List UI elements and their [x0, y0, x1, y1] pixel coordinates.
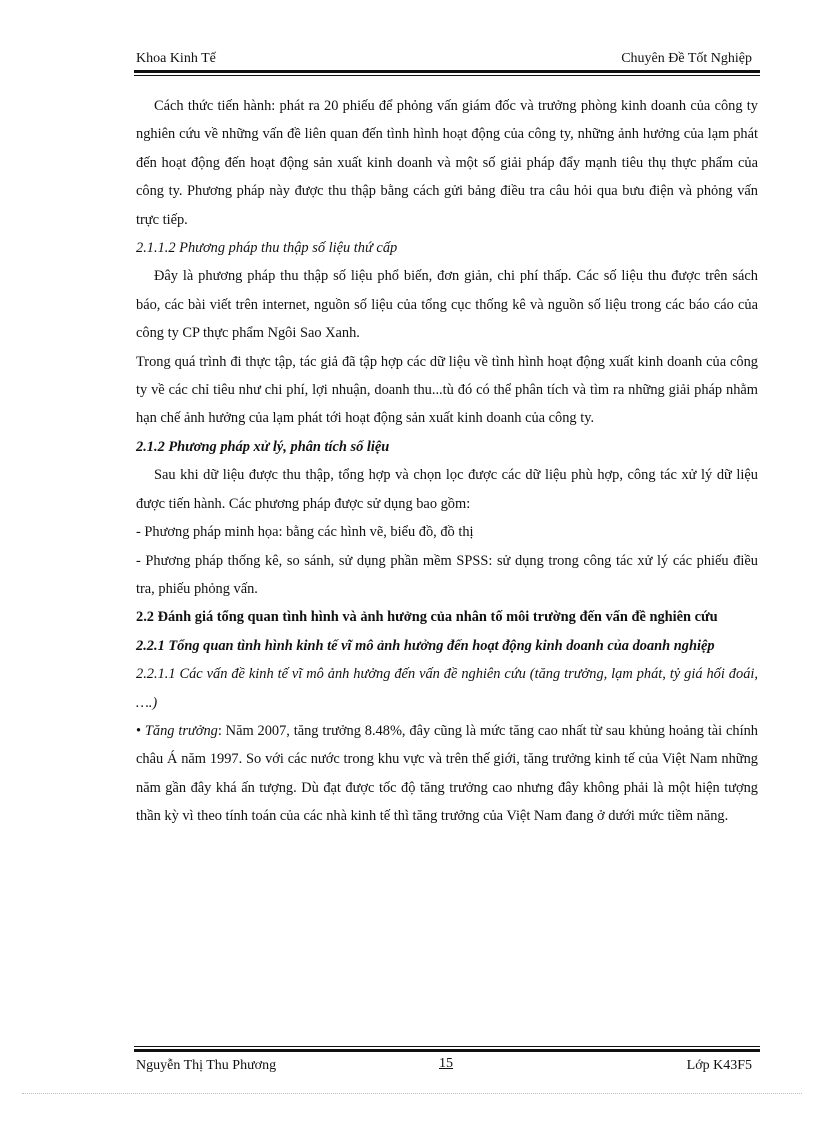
- footer-class: Lớp K43F5: [686, 1058, 752, 1073]
- paragraph-internship: Trong quá trình đi thực tập, tác giả đã tập hợp các dữ liệu về tình hình hoạt động xuất kinh doanh của công ty về các chỉ tiêu như chi phí, lợi nhuận, doanh thu...tù đó có thể phân tích và tìm ra những giải pháp nhằm hạn chế ảnh hưởng của lạm phát tới hoạt động sản xuất kinh doanh của công ty.: [136, 353, 758, 427]
- footer-rule-thin: [134, 1046, 760, 1047]
- header-rule-thick: [134, 70, 760, 73]
- header-title: Chuyên Đề Tốt Nghiệp: [621, 51, 752, 66]
- page-header: [134, 48, 758, 70]
- header-faculty: Khoa Kinh Tế: [136, 51, 216, 66]
- growth-text: : Năm 2007, tăng trưởng 8.48%, đây cũng là mức tăng cao nhất từ sau khủng hoảng tài chính châu Á năm 1997. So với các nước trong khu vực và trên thế giới, tăng trưởng kinh tế của Việt Nam những năm gần đây khá ấn tượng. Dù đạt được tốc độ tăng trưởng cao nhưng đây không phải là một hiện tượng thần kỳ vì theo tính toán của các nhà kinh tế thì tăng trưởng của Việt Nam đang ở dưới mức tiềm năng.: [136, 722, 758, 825]
- bullet: •: [136, 722, 142, 739]
- paragraph-method: Cách thức tiến hành: phát ra 20 phiếu để phỏng vấn giám đốc và trưởng phòng kinh doanh của công ty nghiên cứu về những vấn đề liên quan đến tình hình hoạt động của công ty, những ảnh hưởng của lạm phát đến hoạt động đến hoạt động sản xuất kinh doanh và một số giải pháp đẩy mạnh tiêu thụ thực phẩm của công ty. Phương pháp này được thu thập bằng cách gửi bảng điều tra câu hỏi qua bưu điện và phỏng vấn trực tiếp.: [136, 98, 758, 228]
- footer-rule-thick: [134, 1049, 760, 1052]
- heading-macro-overview: 2.2.1 Tổng quan tình hình kinh tế vĩ mô ảnh hưởng đến hoạt động kinh doanh của doanh nghiệp: [136, 637, 715, 654]
- page-number: 15: [439, 1056, 453, 1071]
- heading-processing: 2.1.2 Phương pháp xử lý, phân tích số liệu: [136, 438, 390, 455]
- paragraph-growth: [136, 717, 758, 831]
- page-body: [136, 92, 758, 831]
- heading-macro-issues: 2.2.1.1 Các vấn đề kinh tế vĩ mô ảnh hưởng đến vấn đề nghiên cứu (tăng trưởng, lạm phát, tỷ giá hối đoái, ….): [136, 666, 758, 711]
- paragraph-processing: Sau khi dữ liệu được thu thập, tổng hợp và chọn lọc được các dữ liệu phù hợp, công tác xử lý dữ liệu được tiến hành. Các phương pháp được sử dụng bao gồm:: [136, 467, 758, 512]
- footer-author: Nguyễn Thị Thu Phương: [136, 1058, 277, 1073]
- heading-secondary-data: 2.1.1.2 Phương pháp thu thập số liệu thứ cấp: [136, 240, 398, 257]
- heading-overview: 2.2 Đánh giá tổng quan tình hình và ảnh hưởng của nhân tố môi trường đến vấn đề nghiên cứu: [136, 609, 718, 626]
- paragraph-secondary-data: Đây là phương pháp thu thập số liệu phổ biến, đơn giản, chi phí thấp. Các số liệu thu được trên sách báo, các bài viết trên internet, nguồn số liệu của tổng cục thống kê và nguồn số liệu trong các báo cáo của công ty CP thực phẩm Ngôi Sao Xanh.: [136, 268, 758, 342]
- page-boundary-line: [22, 1093, 802, 1094]
- growth-term: Tăng trưởng: [144, 722, 218, 739]
- page-footer: [134, 1056, 758, 1078]
- list-item-statistics: - Phương pháp thống kê, so sánh, sử dụng phần mềm SPSS: sử dụng trong công tác xử lý các phiếu điều tra, phiếu phỏng vấn.: [136, 552, 758, 597]
- header-rule-thin: [134, 75, 760, 76]
- list-item-illustration: - Phương pháp minh họa: bằng các hình vẽ, biểu đồ, đồ thị: [136, 524, 474, 541]
